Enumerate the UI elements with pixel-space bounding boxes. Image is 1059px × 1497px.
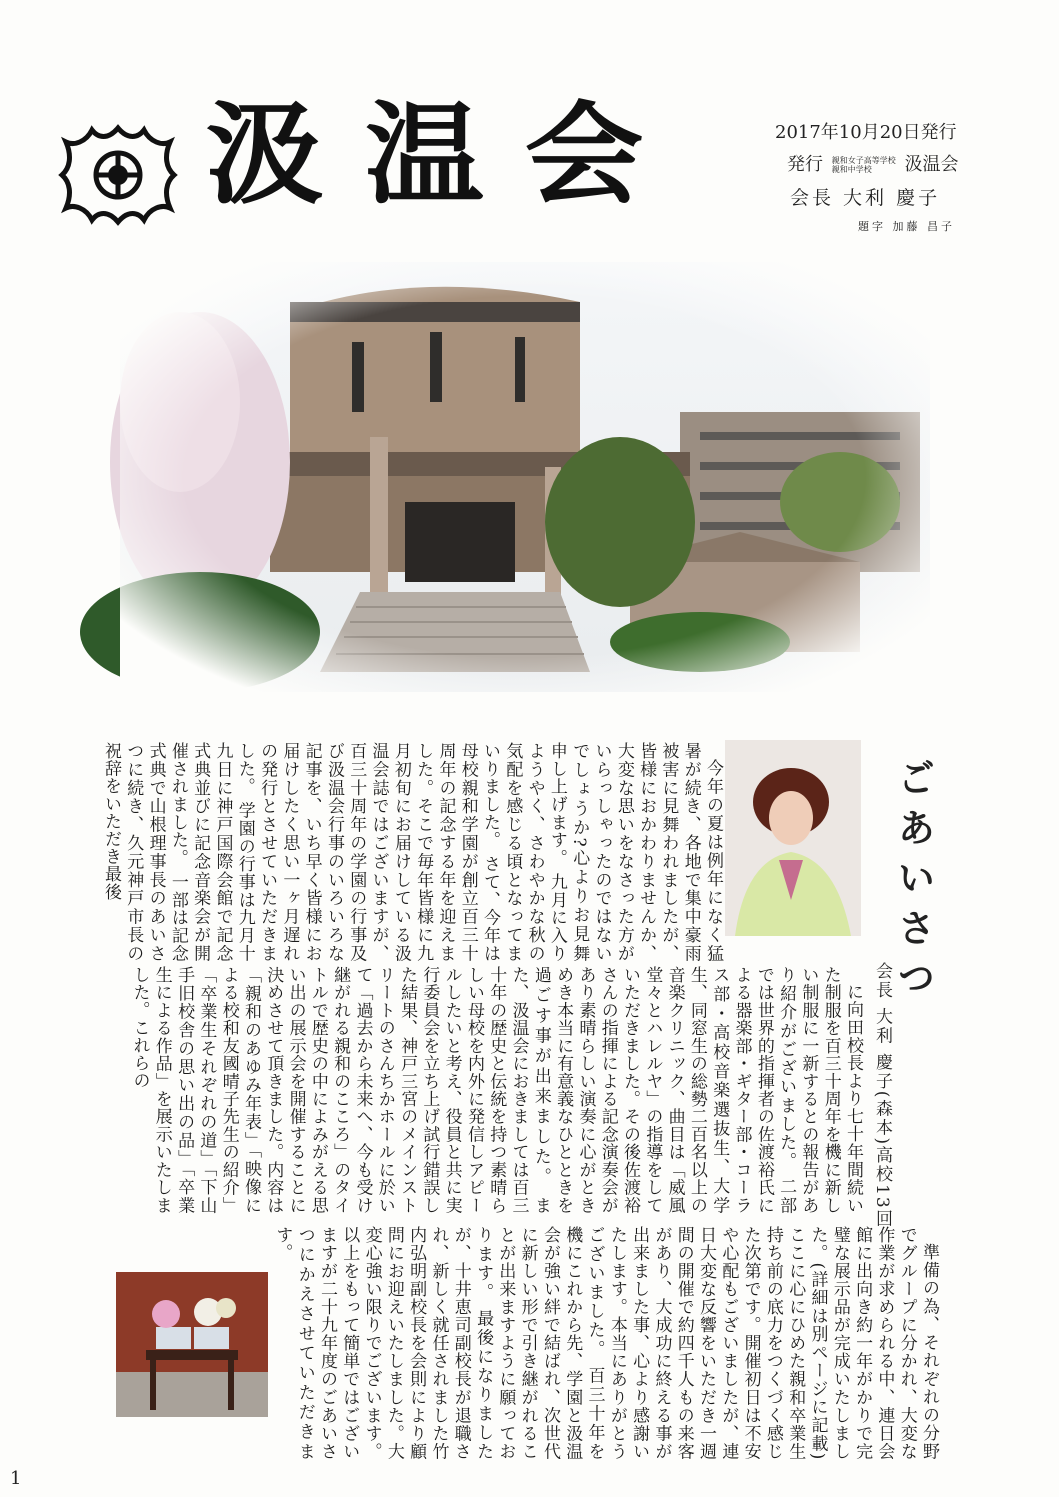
- school-name-line1: 親和女子高等学校: [831, 156, 896, 165]
- publisher-label: 発行: [787, 154, 823, 175]
- issue-date: 2017年10月20日発行: [775, 122, 957, 143]
- article-byline: 会長 大利 慶子(森本)高校13回: [872, 962, 892, 1229]
- school-name-line2: 親和中学校: [831, 165, 872, 174]
- president-name: 会長 大利 慶子: [790, 187, 941, 209]
- paragraph: に向田校長より七十年間続いた制服を百三十周年を機に新しい制服に一新するとの報告があり紹介がございました。 二部では世界的指揮者の佐渡裕氏による器楽部・ギター部・コーラス部・高校音楽選抜生、大学生、同窓生の総勢二百名以上の音楽クリニック、曲目は「威風堂々とハレルヤ」の指導をしていただきました。その後佐渡裕さんの指揮による記念演奏会があり素晴らしい演奏に心がときめき本当に有意義なひとときを過ごす事が出来ました。 また、汲温会におきましては百三十年の歴史と伝統を持つ素晴らしい母校を内外に発信しアピールしたいと考え、役員と共に実行委員会を立ち上げ試行錯誤した結果、神戸三宮のメインストリートのさんちかホールに於いて「過去から未来へ、今も受け継がれる親和のこころ」のタイトルで歴史の中によみがえる思い出の展示会を開催することに決めさせて頂きました。内容は「親和のあゆみ年表」「映像による校和友國晴子先生の紹介」「卒業生それぞれの道」「下山手旧校舎の思い出の品」「卒業生による作品」を展示いたしました。これらの: [129, 966, 863, 1214]
- publisher-org: 汲温会: [904, 154, 959, 175]
- article-body-right-lower: [112, 966, 864, 1214]
- school-crest-icon: [58, 120, 178, 230]
- article-body-right-upper: [100, 742, 724, 962]
- article-body-left-lower: [272, 1226, 940, 1460]
- masthead-title: 汲温会: [205, 90, 685, 219]
- publisher-school: [832, 156, 896, 174]
- page-number: 1: [10, 1468, 22, 1489]
- publisher-line: [787, 150, 958, 176]
- president-portrait-photo: [725, 740, 861, 936]
- paragraph: 準備の為、それぞれの分野でグループに分かれ、大変な作業が求められる中、連日会館に出向き約一年がかりで完璧な展示品が完成いたしました。(詳細は別ページに記載)ここに心にひめた親和卒業生持ち前の底力をつくづく感じた次第です。開催初日は不安や心配もございましたが、連日大変な反響をいただき一週間の開催で約四千人もの来客があり、大成功に終える事が出来ました事、心より感謝いたします。本当にありがとうございました。 百三十年を機にこれから先、学園と汲温会が強い絆で結ばれ、次世代に新しい形で引き継がれることが出来ますように願っております。 最後になりましたが、十井恵司副校長が退職され、新しく就任されました竹内弘明副校長を会則により顧問にお迎えいたしました。大変心強い限りでございます。 以上をもって簡単ではございますが二十九年度のごあいさつにかえさせていただきます。: [272, 1226, 939, 1460]
- calligrapher-credit: 題字 加藤 昌子: [858, 220, 955, 233]
- school-building-photo: [120, 262, 930, 692]
- paragraph: 今年の夏は例年になく猛暑が続き、各地で集中豪雨被害に見舞われましたが、皆様におかわりませんか、大変な思いをなさった方がいらっしゃったのではないでしょうか?心よりお見舞申し上げます。 九月に入りようやく、さわやかな秋の気配を感じる頃となってまいりました。 さて、今年は母校親和学園が創立百三十周年の記念する年を迎えました。そこで毎年皆様に九月初旬にお届けしている汲温会誌ではございますが、百三十周年の学園の行事及び汲温会行事のいろいろな記事を、いち早く皆様にお届けしたく思い一ヶ月遅れの発行とさせていただきました。 学園の行事は九月十九日に神戸国際会館で記念式典並びに記念音楽会が開催されました。 一部は記念式典で山根理事長のあいさつに続き、久元神戸市長の祝辞をいただき最後: [100, 742, 723, 962]
- flower-arrangement-photo: [116, 1272, 268, 1417]
- article-title: ごあいさつ: [891, 758, 936, 1008]
